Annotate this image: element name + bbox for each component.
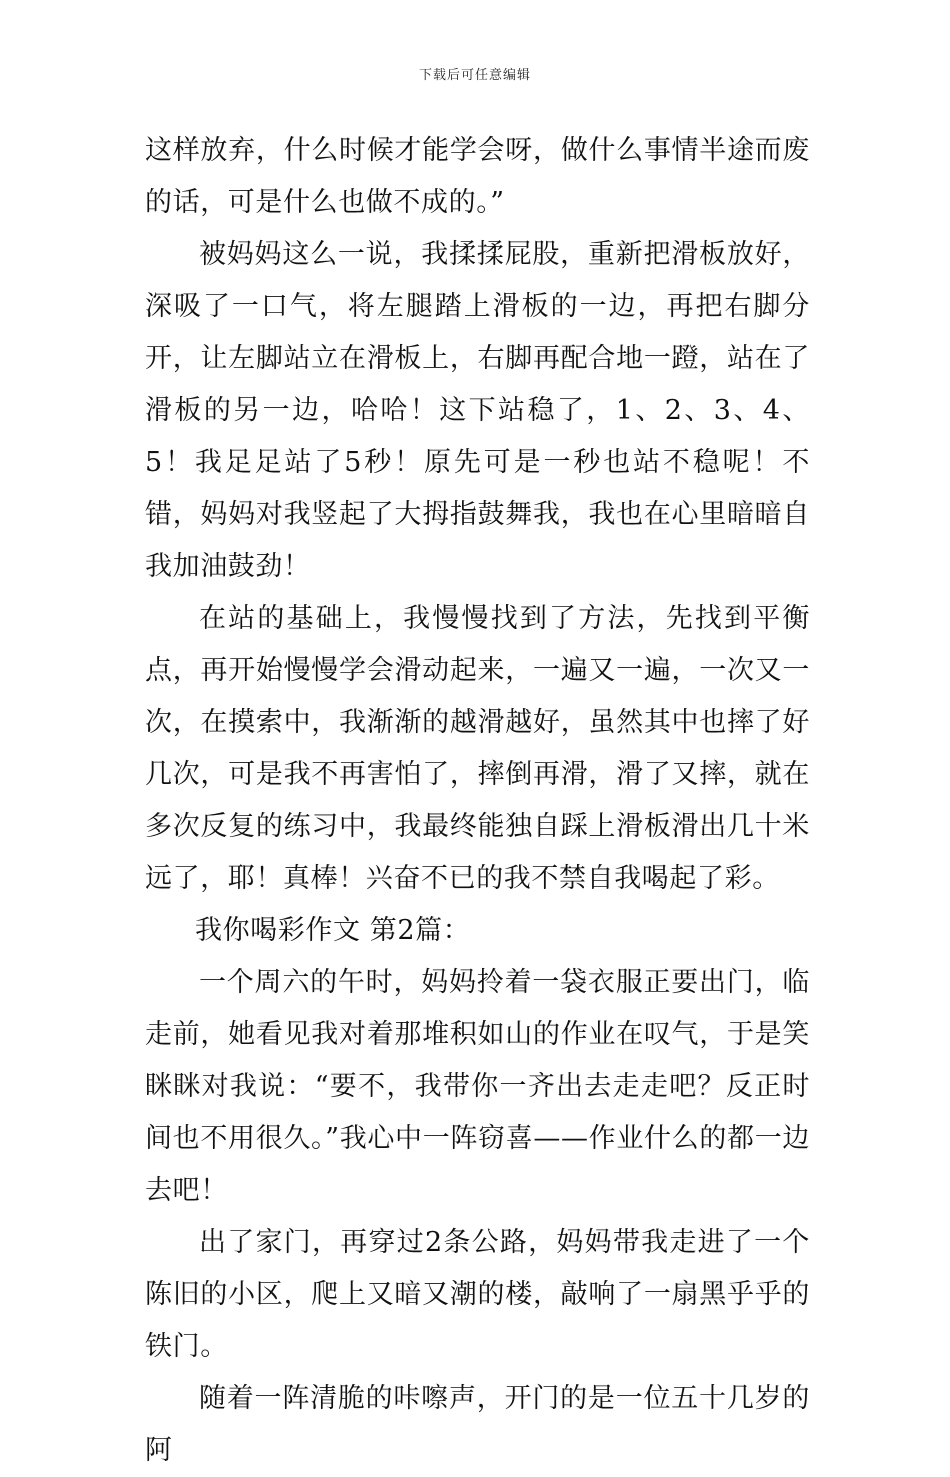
- paragraph-door-opens: 随着一阵清脆的咔嚓声，开门的是一位五十几岁的阿: [145, 1383, 810, 1466]
- paragraph-learning-to-slide: 在站的基础上，我慢慢找到了方法，先找到平衡点，再开始慢慢学会滑动起来，一遍又一遍，一次又一次，在摸索中，我渐渐的越滑越好，虽然其中也摔了好几次，可是我不再害怕了，摔倒再滑，滑了又摔，就在多次反复的练习中，我最终能独自踩上滑板滑出几十米远了，耶！真棒！兴奋不已的我不禁自我喝起了彩。: [145, 603, 810, 894]
- page-header-note: 下载后可任意编辑: [418, 68, 531, 83]
- essay-2-heading: 我你喝彩作文 第2篇：: [195, 915, 471, 946]
- document-body: [145, 125, 810, 1477]
- paragraph-continuation: 这样放弃，什么时候才能学会呀，做什么事情半途而废的话，可是什么也做不成的。”: [145, 135, 810, 218]
- paragraph-old-neighborhood: 出了家门，再穿过2条公路，妈妈带我走进了一个陈旧的小区，爬上又暗又潮的楼，敲响了一扇黑乎乎的铁门。: [145, 1227, 810, 1362]
- paragraph-standing-on-skateboard: 被妈妈这么一说，我揉揉屁股，重新把滑板放好，深吸了一口气，将左腿踏上滑板的一边，再把右脚分开，让左脚站立在滑板上，右脚再配合地一蹬，站在了滑板的另一边，哈哈！这下站稳了，1、2、3、4、5！我足足站了5秒！原先可是一秒也站不稳呢！不错，妈妈对我竖起了大拇指鼓舞我，我也在心里暗暗自我加油鼓劲！: [145, 239, 810, 582]
- paragraph-saturday-noon: 一个周六的午时，妈妈拎着一袋衣服正要出门，临走前，她看见我对着那堆积如山的作业在叹气，于是笑眯眯对我说：“要不，我带你一齐出去走走吧？反正时间也不用很久。”我心中一阵窃喜——作业什么的都一边去吧！: [145, 967, 810, 1206]
